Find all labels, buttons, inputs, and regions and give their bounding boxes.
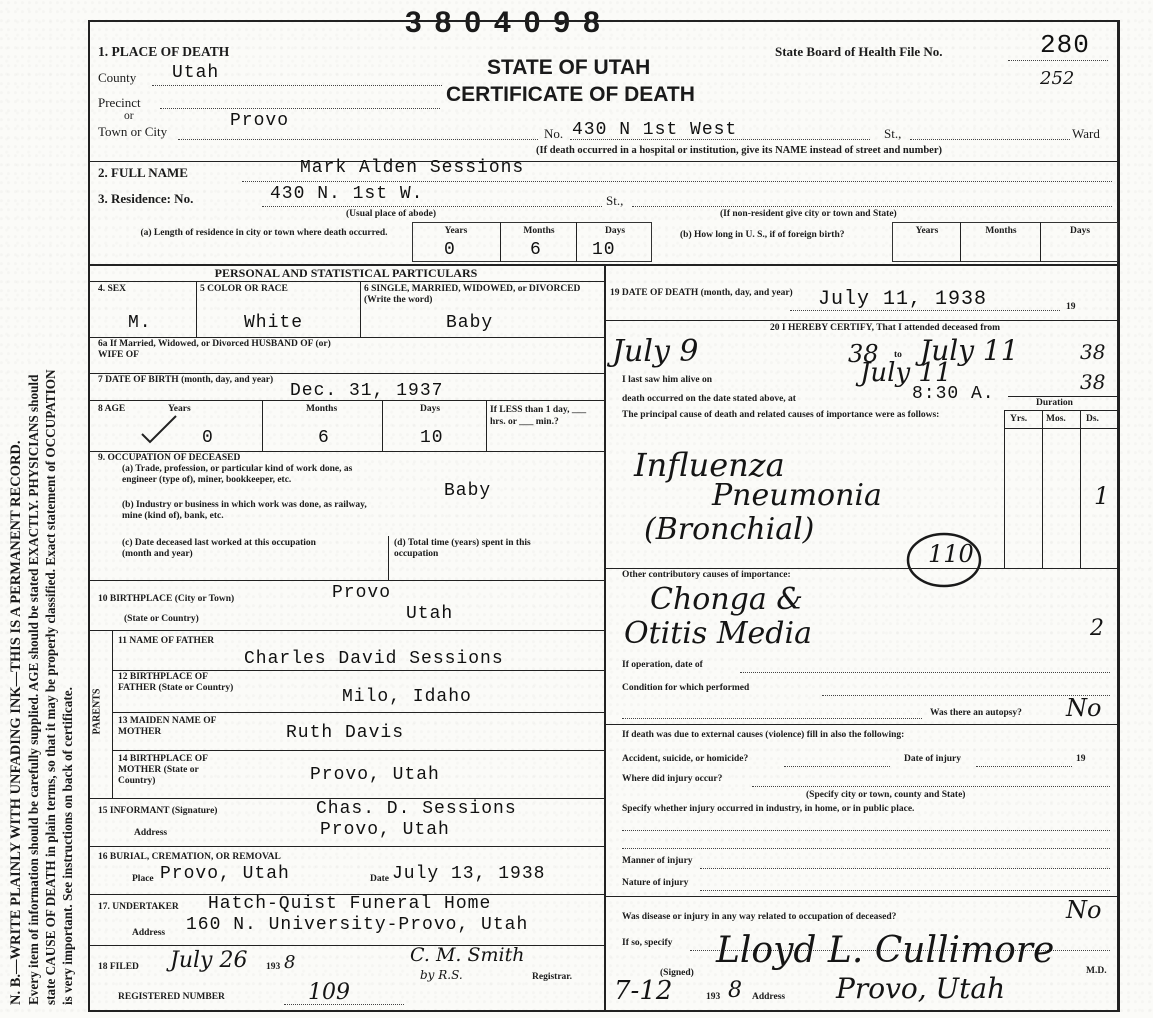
father-name-label: 11 NAME OF FATHER (118, 636, 215, 646)
nature-line (700, 890, 1110, 891)
divider (90, 161, 1120, 162)
cause-2: Pneumonia (712, 478, 882, 513)
marital-value: Baby (446, 313, 494, 333)
divider (112, 750, 604, 751)
accident-line (784, 766, 890, 767)
father-birthplace-value: Milo, Idaho (342, 687, 472, 707)
registered-number-value: 109 (308, 980, 350, 1005)
birthplace-state-label: (State or Country) (124, 614, 199, 624)
divider (90, 373, 604, 374)
sign-year-prefix: 193 (706, 992, 721, 1002)
street-no-value: 430 N 1st West (572, 120, 738, 140)
sex-value: M. (128, 313, 152, 333)
street-st-label: St., (884, 126, 902, 141)
precinct-line (160, 108, 440, 109)
accident-label: Accident, suicide, or homicide? (622, 754, 749, 764)
spouse-label: 6a If Married, Widowed, or Divorced HUSBAND OF (or) WIFE OF (98, 339, 331, 360)
manner-line (700, 868, 1110, 869)
certify-label: 20 I HEREBY CERTIFY, That I attended deceased from (770, 323, 1001, 333)
file-no: 280 (1040, 30, 1090, 60)
dob-label: 7 DATE OF BIRTH (month, day, and year) (98, 375, 274, 385)
county-label: County (98, 70, 137, 85)
divider (1004, 410, 1005, 568)
burial-date-value: July 13, 1938 (392, 864, 546, 884)
physician-address-label: Address (752, 992, 786, 1002)
full-name-value: Mark Alden Sessions (300, 158, 525, 178)
attend-from-year: 38 (848, 340, 879, 368)
dod-19: 19 (1066, 302, 1076, 312)
undertaker-address-label: Address (132, 928, 166, 938)
divider (1040, 222, 1041, 262)
attend-to-label: to (894, 350, 902, 360)
other-cause-2: Otitis Media (624, 616, 812, 651)
divider (360, 282, 361, 338)
divider (90, 281, 604, 282)
other-cause-1: Chonga & (650, 582, 803, 617)
birthplace-label: 10 BIRTHPLACE (City or Town) (98, 594, 235, 604)
age-months-value: 6 (318, 428, 330, 448)
divider (382, 401, 383, 451)
side-note-line4: is very important. See instructions on back of certificate. (60, 687, 75, 1005)
us-years-label: Years (915, 226, 939, 236)
age-years-label: Years (168, 404, 191, 414)
divider (112, 712, 604, 713)
manner-label: Manner of injury (622, 856, 693, 866)
divider (486, 401, 487, 451)
informant-value: Chas. D. Sessions (316, 799, 517, 819)
informant-address-value: Provo, Utah (320, 820, 450, 840)
divider (500, 222, 501, 262)
residence-days: 10 (592, 240, 616, 260)
sign-year: 8 (728, 978, 742, 1003)
last-saw-year: 38 (1080, 370, 1106, 394)
signed-label: (Signed) (660, 968, 694, 978)
residence-line (262, 206, 602, 207)
side-instructions (4, 10, 82, 1010)
burial-date-label: Date (370, 874, 389, 884)
age-days-label: Days (420, 404, 441, 414)
divider (90, 337, 604, 338)
attend-to-year: 38 (1080, 340, 1106, 364)
injury-date-label: Date of injury (904, 754, 961, 764)
registrar-initials: by R.S. (420, 968, 463, 982)
autopsy-label: Was there an autopsy? (930, 708, 1022, 718)
specify-place-label: Specify whether injury occurred in industry, in home, or in public place. (622, 804, 915, 814)
file-no-hand: 252 (1040, 68, 1075, 89)
marital-label: 6 SINGLE, MARRIED, WIDOWED, or DIVORCED (Write the word) (364, 284, 581, 305)
filed-date: July 26 (170, 948, 248, 973)
full-name-label: 2. FULL NAME (98, 165, 188, 180)
injury-19: 19 (1076, 754, 1086, 764)
where-line (752, 786, 1110, 787)
filed-year-suffix: 8 (284, 952, 296, 973)
divider (1042, 410, 1043, 568)
usual-abode-note: (Usual place of abode) (346, 209, 436, 219)
mother-birthplace-value: Provo, Utah (310, 765, 440, 785)
divider (90, 400, 604, 401)
where-note: (Specify city or town, county and State) (806, 790, 966, 800)
ward-label: Ward (1072, 126, 1100, 141)
md-label: M.D. (1086, 966, 1107, 976)
cause-1: Influenza (634, 446, 785, 484)
condition-line-2 (622, 718, 922, 719)
occupation-a-label: (a) Trade, profession, or particular kind of work done, as engineer (type of), miner, bookkeeper, etc. (122, 464, 353, 485)
registered-number-label: REGISTERED NUMBER (118, 992, 225, 1002)
divider (604, 320, 1120, 321)
if-so-label: If so, specify (622, 938, 673, 948)
file-no-line (1008, 60, 1108, 61)
where-injury-label: Where did injury occur? (622, 774, 723, 784)
occupation-related-value: No (1066, 896, 1102, 924)
nature-label: Nature of injury (622, 878, 689, 888)
other-causes-label: Other contributory causes of importance: (622, 570, 791, 580)
divider (90, 945, 604, 946)
occupation-d-label: (d) Total time (years) spent in this occupation (394, 538, 531, 559)
residence-value: 430 N. 1st W. (270, 184, 424, 204)
injury-date-line (976, 766, 1072, 767)
operation-line (740, 672, 1110, 673)
less-than-day-label: If LESS than 1 day, ___ hrs. or ___ min.? (490, 405, 587, 427)
color-value: White (244, 313, 304, 333)
months-label: Months (523, 226, 555, 236)
residence-st-label: St., (606, 193, 624, 208)
undertaker-address-value: 160 N. University-Provo, Utah (186, 915, 529, 935)
color-label: 5 COLOR OR RACE (200, 284, 288, 294)
occupation-b-label: (b) Industry or business in which work was done, as railway, mine (kind of), bank, etc. (122, 500, 367, 521)
sex-label: 4. SEX (98, 284, 126, 294)
occupation-label: 9. OCCUPATION OF DECEASED (98, 453, 241, 463)
divider (90, 580, 604, 581)
informant-label: 15 INFORMANT (Signature) (98, 806, 218, 816)
divider (112, 631, 113, 799)
side-note-line3: state CAUSE OF DEATH in plain terms, so that it may be properly classified. Exact statement of OCCUPATION (43, 369, 58, 1005)
residence-label: 3. Residence: No. (98, 191, 194, 206)
father-name-value: Charles David Sessions (244, 649, 504, 669)
occupation-value: Baby (444, 481, 492, 501)
dob-value: Dec. 31, 1937 (290, 381, 444, 401)
divider (1008, 396, 1120, 397)
burial-label: 16 BURIAL, CREMATION, OR REMOVAL (98, 852, 281, 862)
ds-label: Ds. (1086, 414, 1099, 424)
hospital-note: (If death occurred in a hospital or institution, give its NAME instead of street and number) (536, 145, 943, 156)
last-saw-date: July 11 (860, 358, 952, 388)
town-line (178, 139, 538, 140)
operation-label: If operation, date of (622, 660, 703, 670)
divider (196, 282, 197, 338)
us-months-label: Months (985, 226, 1017, 236)
father-birthplace-label: 12 BIRTHPLACE OF FATHER (State or Country) (118, 672, 234, 693)
days-label: Days (604, 226, 626, 236)
divider (604, 724, 1120, 725)
place-of-death-heading: 1. PLACE OF DEATH (98, 44, 230, 59)
divider (604, 568, 1120, 569)
mother-birthplace-label: 14 BIRTHPLACE OF MOTHER (State or Country) (118, 754, 208, 786)
condition-label: Condition for which performed (622, 683, 750, 693)
occupation-related-label: Was disease or injury in any way related to occupation of deceased? (622, 912, 897, 922)
external-causes-label: If death was due to external causes (violence) fill in also the following: (622, 730, 905, 740)
attend-to-date: July 11 (920, 334, 1019, 367)
mother-name-label: 13 MAIDEN NAME OF MOTHER (118, 716, 217, 737)
time-label: death occurred on the date stated above, at (622, 394, 796, 404)
personal-heading: PERSONAL AND STATISTICAL PARTICULARS (214, 266, 478, 280)
town-value: Provo (230, 111, 290, 131)
undertaker-value: Hatch-Quist Funeral Home (208, 894, 492, 914)
age-check-mark (140, 414, 180, 444)
residence-months: 6 (530, 240, 542, 260)
reviewer-mark: 110 (928, 540, 974, 568)
specify-line (622, 830, 1110, 831)
certificate-title: CERTIFICATE OF DEATH (446, 83, 695, 106)
divider (90, 451, 604, 452)
burial-place-value: Provo, Utah (160, 864, 290, 884)
years-label: Years (444, 226, 468, 236)
undertaker-label: 17. UNDERTAKER (98, 902, 179, 912)
filed-year-prefix: 193 (266, 962, 281, 972)
length-of-residence-label: (a) Length of residence in city or town where death occurred. (140, 228, 388, 238)
precinct-label: Precinct (98, 95, 141, 110)
mos-label: Mos. (1046, 414, 1066, 424)
mother-name-value: Ruth Davis (286, 723, 405, 743)
divider (90, 630, 604, 631)
physician-address: Provo, Utah (836, 972, 1006, 1005)
divider (90, 846, 604, 847)
divider (960, 222, 961, 262)
column-divider (604, 266, 606, 1012)
birthplace-city: Provo (332, 583, 392, 603)
age-months-label: Months (306, 404, 338, 414)
registrar-label: Registrar. (532, 972, 573, 982)
state-title: STATE OF UTAH (487, 56, 651, 79)
us-days-label: Days (1069, 226, 1091, 236)
ward-line (910, 139, 1070, 140)
burial-place-label: Place (132, 874, 154, 884)
us-residence-label: (b) How long in U. S., if of foreign birth? (680, 230, 845, 240)
filed-label: 18 FILED (98, 962, 139, 972)
registrar-signature: C. M. Smith (410, 944, 525, 966)
side-note-line1: N. B.—WRITE PLAINLY WITH UNFADING INK—THIS IS A PERMANENT RECORD. (8, 440, 24, 1005)
residence-years: 0 (444, 240, 456, 260)
or-label: or (124, 110, 134, 122)
divider (112, 670, 604, 671)
date-of-death-value: July 11, 1938 (818, 288, 988, 311)
informant-address-label: Address (134, 828, 168, 838)
county-value: Utah (172, 63, 220, 83)
divider (1004, 428, 1120, 429)
divider (388, 536, 389, 580)
time-value: 8:30 A. (912, 384, 995, 404)
nonresident-note: (If non-resident give city or town and State) (720, 209, 897, 219)
residence-city-line (632, 206, 1112, 207)
parents-side-label: PARENTS (91, 688, 103, 735)
other-cause-duration: 2 (1090, 616, 1104, 641)
sign-date: 7-12 (614, 976, 673, 1006)
age-days-value: 10 (420, 428, 444, 448)
physician-signature: Lloyd L. Cullimore (716, 930, 1055, 971)
yrs-label: Yrs. (1010, 414, 1028, 424)
age-years-value: 0 (202, 428, 214, 448)
side-note-line2: Every item of information should be carefully supplied. AGE should be stated EXACTLY. PHYSICIANS should (26, 374, 41, 1005)
town-label: Town or City (98, 124, 168, 139)
certificate-number: 3804098 (405, 6, 613, 39)
cause-duration: 1 (1094, 482, 1110, 510)
divider (604, 896, 1120, 897)
cause-3: (Bronchial) (644, 512, 815, 547)
full-name-line (242, 181, 1112, 182)
specify-line-2 (622, 848, 1110, 849)
attend-from-date: July 9 (612, 334, 699, 369)
divider (262, 401, 263, 451)
file-no-label: State Board of Health File No. (775, 44, 943, 59)
last-saw-label: I last saw him alive on (622, 375, 712, 385)
divider (576, 222, 577, 262)
county-line (152, 85, 442, 86)
autopsy-value: No (1066, 694, 1102, 722)
occupation-c-label: (c) Date deceased last worked at this occupation (month and year) (122, 538, 316, 559)
date-of-death-label: 19 DATE OF DEATH (month, day, and year) (610, 288, 793, 298)
birthplace-state: Utah (406, 604, 454, 624)
principal-cause-label: The principal cause of death and related causes of importance were as follows: (622, 410, 940, 420)
divider (1080, 410, 1081, 568)
street-no-label: No. (544, 126, 564, 141)
duration-label: Duration (1036, 398, 1073, 408)
divider (1004, 410, 1120, 411)
age-label: 8 AGE (98, 404, 126, 414)
